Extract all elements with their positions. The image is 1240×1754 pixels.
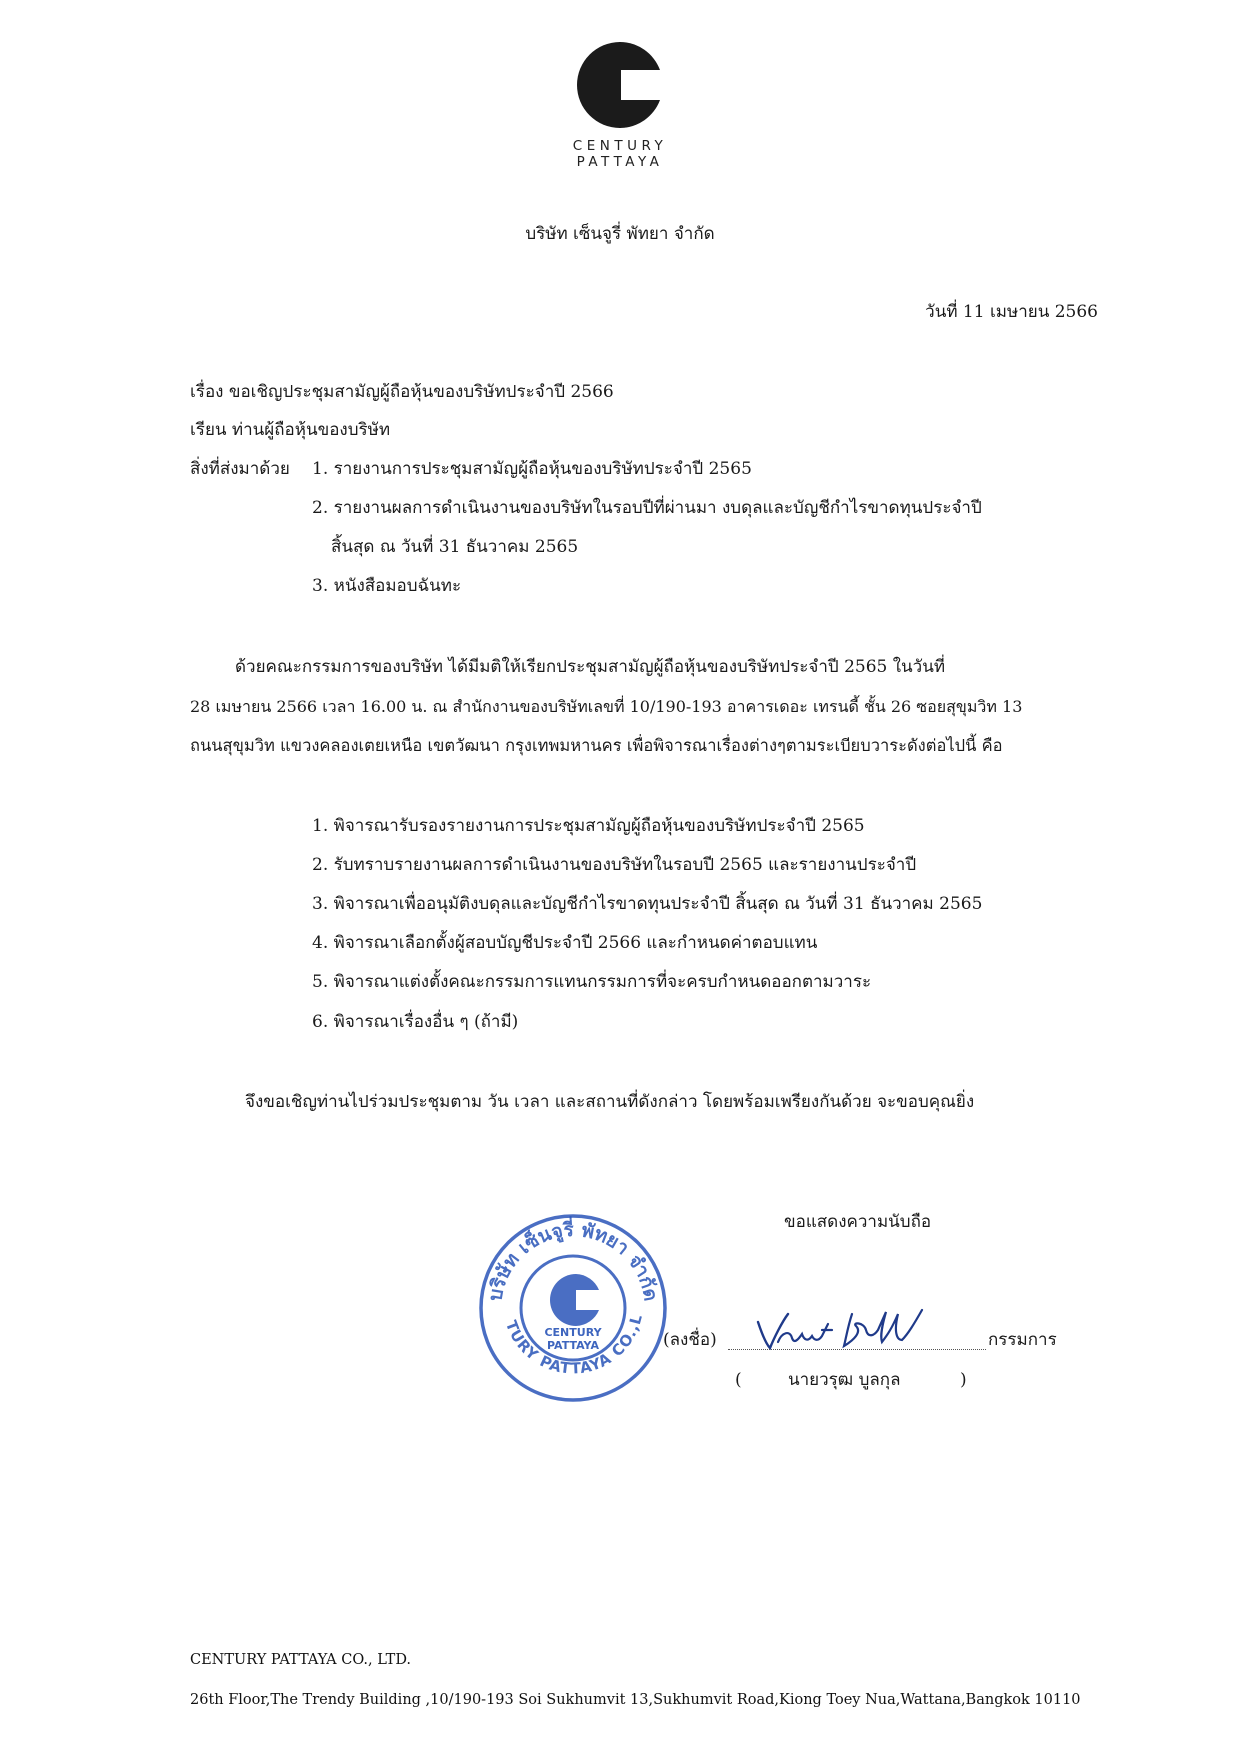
handwritten-signature <box>752 1300 952 1360</box>
logo-text-pattaya: PATTAYA <box>576 154 664 170</box>
company-name: บริษัท เซ็นจูรี่ พัทยา จำกัด <box>525 224 715 244</box>
stamp-inner-text-century: CENTURY <box>544 1326 602 1339</box>
body-paragraph-line: 28 เมษายน 2566 เวลา 16.00 น. ณ สำนักงานของบริษัทเลขที่ 10/190-193 อาคารเดอะ เทรนดี้ ชั้น 26 ซอยสุขุมวิท 13 <box>190 697 1023 716</box>
stamp-seal-icon <box>473 1208 673 1408</box>
agenda-item: 1. พิจารณารับรองรายงานการประชุมสามัญผู้ถือหุ้นของบริษัทประจำปี 2565 <box>312 816 865 836</box>
footer-address: 26th Floor,The Trendy Building ,10/190-193 Soi Sukhumvit 13,Sukhumvit Road,Kiong Toey Nua,Wattana,Bangkok 10110 <box>190 1692 1081 1708</box>
letter-subject: เรื่อง ขอเชิญประชุมสามัญผู้ถือหุ้นของบริษัทประจำปี 2566 <box>190 382 614 402</box>
agenda-item: 4. พิจารณาเลือกตั้งผู้สอบบัญชีประจำปี 2566 และกำหนดค่าตอบแทน <box>312 933 818 953</box>
letter-date: วันที่ 11 เมษายน 2566 <box>925 302 1098 322</box>
body-paragraph-line: ด้วยคณะกรรมการของบริษัท ได้มีมติให้เรียกประชุมสามัญผู้ถือหุ้นของบริษัทประจำปี 2565 ในวันที่ <box>235 657 946 677</box>
logo-text-century: CENTURY <box>572 138 668 154</box>
footer-company-name: CENTURY PATTAYA CO., LTD. <box>190 1652 412 1668</box>
name-close-paren: ) <box>960 1370 967 1390</box>
enclosure-item: 1. รายงานการประชุมสามัญผู้ถือหุ้นของบริษัทประจำปี 2565 <box>312 459 752 479</box>
enclosures-label: สิ่งที่ส่งมาด้วย <box>190 459 290 479</box>
stamp-inner-text-pattaya: PATTAYA <box>546 1339 600 1352</box>
signatory-role: กรรมการ <box>988 1330 1057 1350</box>
stamp-ring-top-text: บริษัท เซ็นจูรี่ พัทยา จำกัด <box>484 1218 662 1303</box>
letter-recipient: เรียน ท่านผู้ถือหุ้นของบริษัท <box>190 420 391 440</box>
agenda-item: 5. พิจารณาแต่งตั้งคณะกรรมการแทนกรรมการที่จะครบกำหนดออกตามวาระ <box>312 972 872 992</box>
sign-label: (ลงชื่อ) <box>663 1330 717 1350</box>
agenda-item: 6. พิจารณาเรื่องอื่น ๆ (ถ้ามี) <box>312 1012 519 1032</box>
century-c-logo-icon <box>520 34 720 134</box>
regards-text: ขอแสดงความนับถือ <box>784 1212 932 1232</box>
company-logo <box>520 34 720 174</box>
body-paragraph-line: ถนนสุขุมวิท แขวงคลองเตยเหนือ เขตวัฒนา กรุงเทพมหานคร เพื่อพิจารณาเรื่องต่างๆตามระเบียบวาระดังต่อไปนี้ คือ <box>190 736 1003 755</box>
signatory-name: นายวรุฒ บูลกุล <box>788 1370 901 1390</box>
company-stamp <box>473 1208 673 1408</box>
name-open-paren: ( <box>735 1370 742 1390</box>
signature-scribble-icon <box>752 1300 952 1360</box>
agenda-item: 3. พิจารณาเพื่ออนุมัติงบดุลและบัญชีกำไรขาดทุนประจำปี สิ้นสุด ณ วันที่ 31 ธันวาคม 2565 <box>312 894 983 914</box>
closing-sentence: จึงขอเชิญท่านไปร่วมประชุมตาม วัน เวลา และสถานที่ดังกล่าว โดยพร้อมเพรียงกันด้วย จะขอบคุณยิ่ง <box>245 1092 975 1112</box>
enclosure-item: 2. รายงานผลการดำเนินงานของบริษัทในรอบปีที่ผ่านมา งบดุลและบัญชีกำไรขาดทุนประจำปี <box>312 498 982 518</box>
agenda-item: 2. รับทราบรายงานผลการดำเนินงานของบริษัทในรอบปี 2565 และรายงานประจำปี <box>312 855 917 875</box>
enclosure-item: 3. หนังสือมอบฉันทะ <box>312 576 462 596</box>
stamp-ring-bottom-text: TURY PATTAYA CO.,L <box>501 1314 646 1378</box>
enclosure-item-continued: สิ้นสุด ณ วันที่ 31 ธันวาคม 2565 <box>331 537 579 557</box>
